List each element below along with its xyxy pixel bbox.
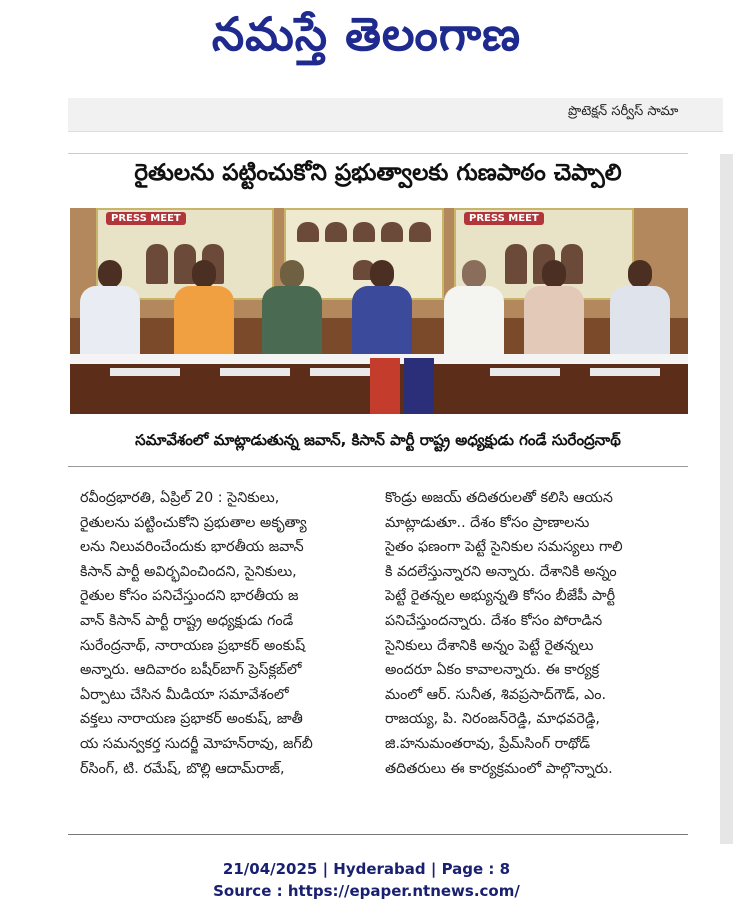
banner-left-tag: PRESS MEET (106, 212, 186, 225)
article-line: మాట్లాడుతూ.. దేశం కోసం ప్రాణాలను (385, 514, 590, 531)
divider (68, 466, 688, 467)
article-line: మంలో ఆర్. సునీత, శివప్రసాద్‌గౌడ్, ఎం. (385, 686, 607, 703)
press-meet-photo (70, 208, 688, 414)
article-column-right (385, 486, 685, 781)
article-line: కిసాన్ పార్టీ అవిర్భవించిందని, సైనికులు, (80, 563, 297, 580)
speaker-2 (168, 260, 240, 356)
article-line: లను నిలువరించేందుకు భారతీయ జవాన్ (80, 539, 304, 556)
article-line: ర్‌సింగ్, టి. రమేష్, బొల్లి ఆదామ్‌రాజ్, (80, 760, 285, 777)
banner-right-tag: PRESS MEET (464, 212, 544, 225)
previous-article-left-fragment (86, 94, 466, 106)
article-line: కి వదలేస్తున్నారని అన్నారు. దేశానికి అన్నం (385, 563, 617, 580)
article-line: రైతుల కోసం పనిచేస్తుందని భారతీయ జ (80, 588, 299, 605)
article-line: వక్తలు నారాయణ ప్రభాకర్ అంకుష్, జాతీ (80, 711, 303, 728)
article-line: పనిచేస్తుందన్నారు. దేశం కోసం పోరాడిన (385, 612, 603, 629)
speaker-5 (438, 260, 510, 356)
adjacent-column-edge (720, 154, 733, 844)
article-headline: రైతులను పట్టించుకోని ప్రభుత్వాలకు గుణపాఠం చెప్పాలి (134, 160, 622, 186)
previous-article-strip (68, 98, 723, 132)
speaker-7 (604, 260, 676, 356)
article-line: సైనికులు దేశానికి అన్నం పెట్టే రైతన్నలు (385, 637, 594, 654)
speaker-3 (256, 260, 328, 356)
footer-source-link[interactable]: Source : https://epaper.ntnews.com/ (213, 882, 520, 900)
article-line: వాన్ కిసాన్ పార్టీ రాష్ట్ర అధ్యక్షుడు గండే (80, 612, 294, 629)
previous-article-right-fragment: ప్రొటెక్షన్ సర్వీస్ సామా (568, 104, 679, 119)
article-line: జి.హనుమంతరావు, ప్రేమ్‌సింగ్ రాథోడ్ (385, 735, 591, 752)
news-clipping (68, 98, 723, 838)
newspaper-masthead (0, 0, 733, 80)
article-line: అందరూ ఏకం కావాలన్నారు. ఈ కార్యక్ర (385, 662, 600, 679)
article-line: రాజయ్య, పి. నిరంజన్‌రెడ్డి, మాధవరెడ్డి, (385, 711, 600, 728)
speaker-1 (74, 260, 146, 356)
article-line: తదితరులు ఈ కార్యక్రమంలో పాల్గొన్నారు. (385, 760, 613, 777)
article-line: రైతులను పట్టించుకోని ప్రభుతాల అకృత్యా (80, 514, 307, 531)
footer-dateline: 21/04/2025 | Hyderabad | Page : 8 (222, 860, 511, 878)
photo-caption: సమావేశంలో మాట్లాడుతున్న జవాన్, కిసాన్ పార్టీ రాష్ట్ర అధ్యక్షుడు గండే సురేంద్రనాథ్ (135, 431, 621, 449)
speaker-6 (518, 260, 590, 356)
masthead-title: నమస్తే తెలంగాణ (211, 7, 522, 61)
article-column-left (80, 486, 380, 781)
article-line: రవీంద్రభారతి, ఏప్రిల్ 20 : సైనికులు, (80, 490, 280, 506)
article-line: సురేంద్రనాథ్, నారాయణ ప్రభాకర్ అంకుష్ (80, 637, 306, 654)
article-line: య సమన్వకర్త సుదర్జీ మోహన్‌రావు, జగ్‌బీ (80, 735, 313, 752)
article-line: అన్నారు. ఆదివారం బషీర్‌బాగ్ ప్రెస్‌క్లబ్‌లో (80, 662, 302, 679)
flag-right (404, 358, 434, 414)
speaker-main (346, 260, 418, 356)
article-line: సైతం ఫణంగా పెట్టే సైనికుల సమస్యలు గాలి (385, 539, 623, 556)
article-line: ఏర్పాటు చేసిన మీడియా సమావేశంలో (80, 686, 289, 703)
divider (68, 834, 688, 835)
flag-left (370, 358, 400, 414)
article-line: పెట్టే రైతన్నల అభ్యున్నతి కోసం బీజేపీ పార్టీ (385, 588, 616, 605)
epaper-footer (0, 858, 733, 902)
article-line: కొండ్రు అజయ్ తదితరులతో కలిసి ఆయన (385, 490, 613, 506)
